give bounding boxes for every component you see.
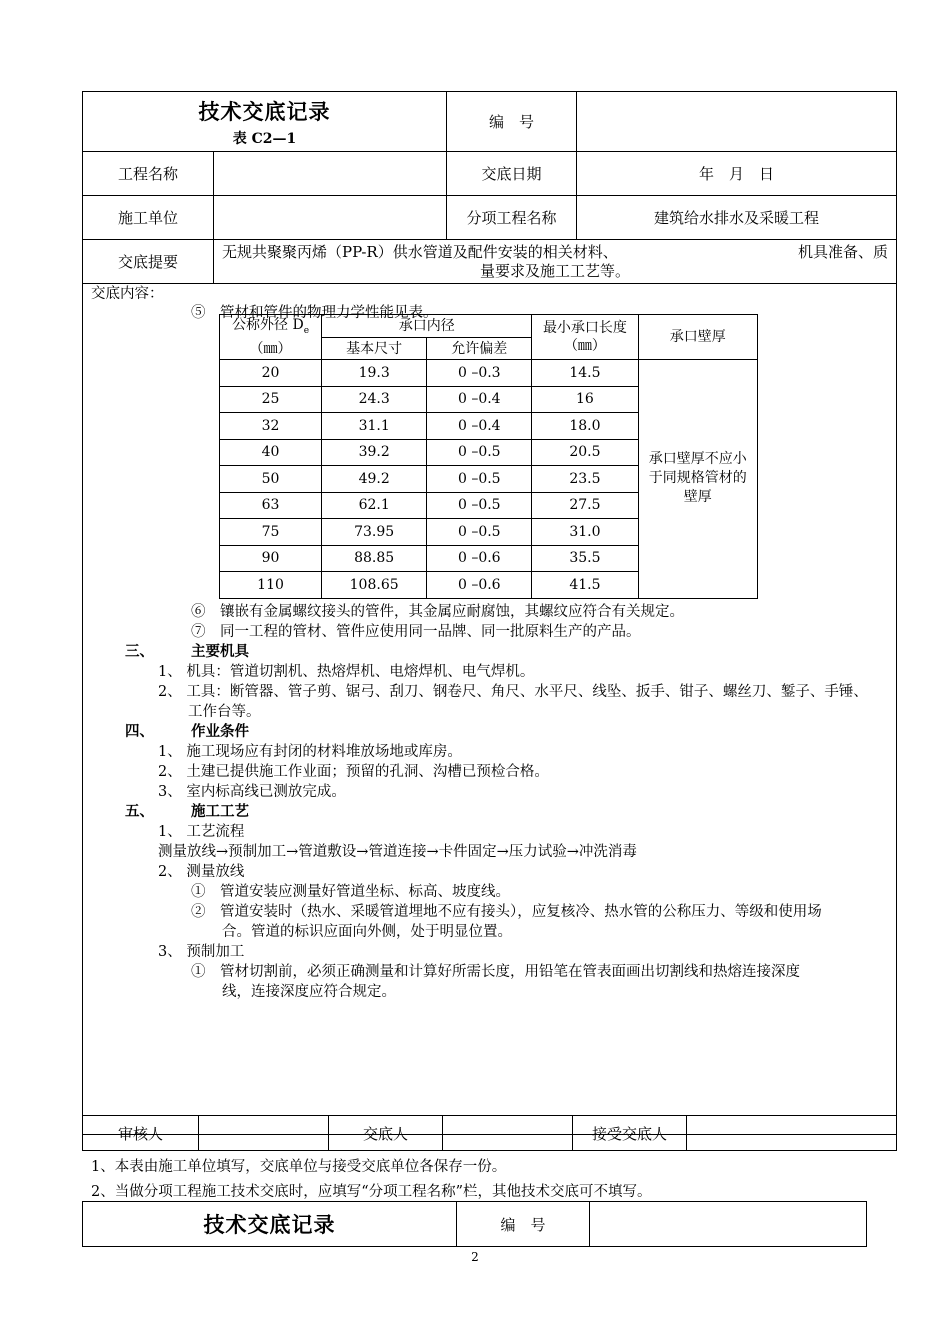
project-name-value[interactable] <box>214 152 447 196</box>
cell-tolerance: 0 –0.3 <box>427 360 532 387</box>
cell-min-length: 16 <box>532 386 638 413</box>
section-3-number: 三、 <box>125 643 154 660</box>
header-wall: 承口壁厚 <box>638 315 757 360</box>
section-5-item-2: 2、 测量放线 <box>158 864 245 880</box>
number-value[interactable] <box>577 92 897 152</box>
discloser-label: 交底人 <box>329 1116 443 1151</box>
process-flow: 测量放线→预制加工→管道敷设→管道连接→卡件固定→压力试验→冲洗消毒 <box>158 844 637 860</box>
cell-basic-size: 73.95 <box>322 519 427 546</box>
cell-tolerance: 0 –0.5 <box>427 466 532 493</box>
next-form-title: 技术交底记录 <box>83 1202 457 1247</box>
form-title-cell <box>83 92 447 152</box>
section-3-item-2a: 2、 工具：断管器、管子剪、锯弓、刮刀、钢卷尺、角尺、水平尺、线坠、扳手、钳子、螺丝刀、錾子、手锤、 <box>158 684 868 700</box>
cell-basic-size: 49.2 <box>322 466 427 493</box>
disclosure-form <box>82 91 897 1135</box>
item-7: ⑦ 同一工程的管材、管件应使用同一品牌、同一批原料生产的产品。 <box>191 624 641 640</box>
cell-tolerance: 0 –0.5 <box>427 492 532 519</box>
section-4-item-1: 1、 施工现场应有封闭的材料堆放场地或库房。 <box>158 744 462 760</box>
note-1: 1、本表由施工单位填写，交底单位与接受交底单位各保存一份。 <box>91 1159 507 1175</box>
section-5-item-2-1: ① 管道安装应测量好管道坐标、标高、坡度线。 <box>191 884 510 900</box>
cell-basic-size: 39.2 <box>322 439 427 466</box>
section-5-item-2-2a: ② 管道安装时（热水、采暖管道埋地不应有接头），应复核冷、热水管的公称压力、等级和使用场 <box>191 904 822 920</box>
header-outer-diameter: 公称外径 $D_e$ （㎜） <box>220 315 322 360</box>
unit-label: 施工单位 <box>83 196 214 240</box>
summary-value[interactable] <box>214 240 897 284</box>
section-4-item-3: 3、 室内标高线已测放完成。 <box>158 784 346 800</box>
cell-outer-diameter: 25 <box>220 386 322 413</box>
header-basic-size: 基本尺寸 <box>322 338 427 360</box>
cell-min-length: 14.5 <box>532 360 638 387</box>
table-row <box>220 360 758 387</box>
pipe-properties-table <box>219 314 758 599</box>
header-min-length: 最小承口长度（㎜） <box>532 315 638 360</box>
date-value[interactable]: 年 月 日 <box>577 152 897 196</box>
cell-min-length: 35.5 <box>532 545 638 572</box>
cell-tolerance: 0 –0.5 <box>427 519 532 546</box>
cell-min-length: 20.5 <box>532 439 638 466</box>
summary-line1-left: 无规共聚聚丙烯（PP-R）供水管道及配件安装的相关材料、 <box>222 242 618 261</box>
wall-note: 承口壁厚不应小于同规格管材的壁厚 <box>638 360 757 599</box>
cell-tolerance: 0 –0.4 <box>427 386 532 413</box>
section-4-number: 四、 <box>125 723 154 740</box>
section-4-title: 作业条件 <box>191 723 249 740</box>
section-5-item-1: 1、 工艺流程 <box>158 824 245 840</box>
content-label: 交底内容： <box>91 286 164 302</box>
cell-tolerance: 0 –0.6 <box>427 572 532 599</box>
cell-basic-size: 24.3 <box>322 386 427 413</box>
summary-line1-right: 机具准备、质 <box>797 242 888 261</box>
cell-outer-diameter: 40 <box>220 439 322 466</box>
cell-outer-diameter: 32 <box>220 413 322 440</box>
cell-basic-size: 88.85 <box>322 545 427 572</box>
header-socket-inner: 承口内径 <box>322 315 532 338</box>
cell-tolerance: 0 –0.5 <box>427 439 532 466</box>
next-number-value[interactable] <box>590 1202 867 1247</box>
summary-line2: 量要求及施工工艺等。 <box>479 261 630 280</box>
unit-value[interactable] <box>214 196 447 240</box>
section-3-item-1: 1、 机具：管道切割机、热熔焊机、电熔焊机、电气焊机。 <box>158 664 535 680</box>
section-5-title: 施工工艺 <box>191 803 249 820</box>
section-5-item-2-2b: 合。管道的标识应面向外侧，处于明显位置。 <box>222 924 512 940</box>
number-label: 编 号 <box>447 92 577 152</box>
section-5-number: 五、 <box>125 803 154 820</box>
cell-tolerance: 0 –0.6 <box>427 545 532 572</box>
cell-min-length: 27.5 <box>532 492 638 519</box>
cell-min-length: 31.0 <box>532 519 638 546</box>
reviewer-label: 审核人 <box>83 1116 199 1151</box>
note-2: 2、当做分项工程施工技术交底时，应填写“分项工程名称”栏，其他技术交底可不填写。 <box>91 1184 652 1200</box>
cell-min-length: 41.5 <box>532 572 638 599</box>
section-3-title: 主要机具 <box>191 643 249 660</box>
sub-project-value[interactable]: 建筑给水排水及采暖工程 <box>577 196 897 240</box>
section-5-item-3-1b: 线，连接深度应符合规定。 <box>222 984 396 1000</box>
cell-basic-size: 31.1 <box>322 413 427 440</box>
cell-tolerance: 0 –0.4 <box>427 413 532 440</box>
item-5: ⑤ 管材和管件的物理力学性能见表。 <box>191 305 438 321</box>
item-6: ⑥ 镶嵌有金属螺纹接头的管件，其金属应耐腐蚀，其螺纹应符合有关规定。 <box>191 604 684 620</box>
cell-min-length: 23.5 <box>532 466 638 493</box>
cell-outer-diameter: 20 <box>220 360 322 387</box>
receiver-value[interactable] <box>687 1116 897 1151</box>
date-label: 交底日期 <box>447 152 577 196</box>
cell-min-length: 18.0 <box>532 413 638 440</box>
section-5-item-3: 3、 预制加工 <box>158 944 245 960</box>
project-name-label: 工程名称 <box>83 152 214 196</box>
summary-label: 交底提要 <box>83 240 214 284</box>
header-tolerance: 允许偏差 <box>427 338 532 360</box>
next-form-header <box>82 1201 867 1247</box>
form-number: 表 C2—1 <box>232 130 297 147</box>
form-title: 技术交底记录 <box>198 98 331 124</box>
cell-basic-size: 19.3 <box>322 360 427 387</box>
signature-table <box>82 1115 897 1151</box>
cell-outer-diameter: 110 <box>220 572 322 599</box>
discloser-value[interactable] <box>443 1116 573 1151</box>
receiver-label: 接受交底人 <box>573 1116 687 1151</box>
cell-basic-size: 62.1 <box>322 492 427 519</box>
cell-basic-size: 108.65 <box>322 572 427 599</box>
cell-outer-diameter: 90 <box>220 545 322 572</box>
cell-outer-diameter: 50 <box>220 466 322 493</box>
sub-project-label: 分项工程名称 <box>447 196 577 240</box>
content-cell <box>83 284 897 1135</box>
cell-outer-diameter: 63 <box>220 492 322 519</box>
next-number-label: 编 号 <box>457 1202 590 1247</box>
section-3-item-2b: 工作台等。 <box>188 704 261 720</box>
section-5-item-3-1a: ① 管材切割前，必须正确测量和计算好所需长度，用铅笔在管表面画出切割线和热熔连接深度 <box>191 964 800 980</box>
reviewer-value[interactable] <box>199 1116 329 1151</box>
section-4-item-2: 2、 土建已提供施工作业面；预留的孔洞、沟槽已预检合格。 <box>158 764 549 780</box>
cell-outer-diameter: 75 <box>220 519 322 546</box>
page-number: 2 <box>471 1250 479 1264</box>
